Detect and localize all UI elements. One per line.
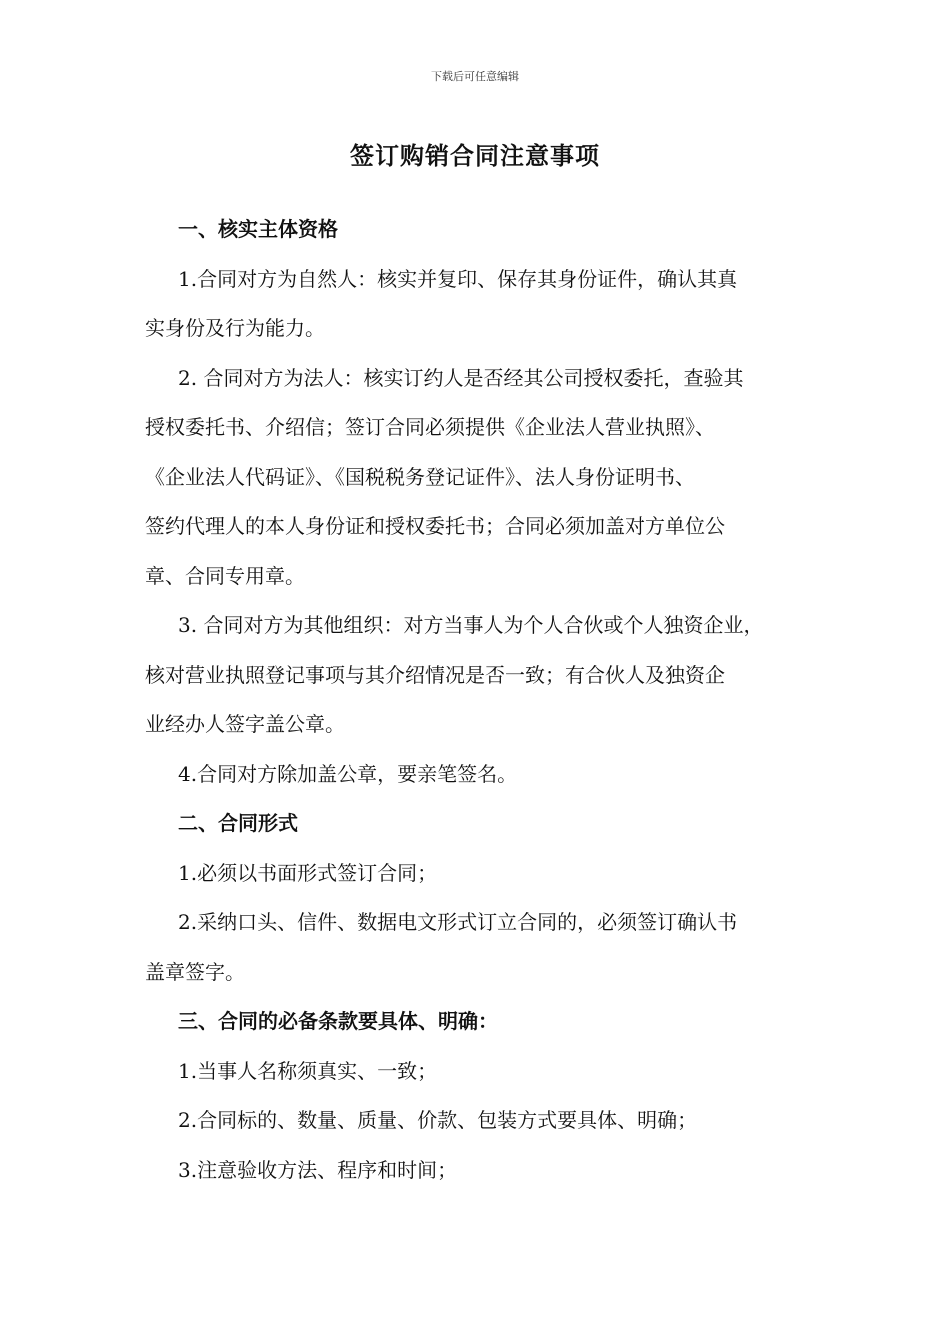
document-body: [145, 205, 810, 1195]
paragraph-line: 1.必须以书面形式签订合同；: [178, 860, 438, 885]
paragraph-line: 2.采纳口头、信件、数据电文形式订立合同的，必须签订确认书: [178, 910, 738, 934]
paragraph-line: 业经办人签字盖公章。: [145, 712, 345, 736]
paragraph-line: 签约代理人的本人身份证和授权委托书；合同必须加盖对方单位公: [145, 514, 725, 538]
paragraph-line: 盖章签字。: [145, 959, 245, 984]
paragraph-line: 1.当事人名称须真实、一致；: [178, 1058, 438, 1083]
paragraph-line: 实身份及行为能力。: [145, 316, 325, 340]
paragraph-line: 4.合同对方除加盖公章，要亲笔签名。: [178, 761, 518, 786]
document-title: 签订购销合同注意事项: [350, 142, 600, 170]
section-heading: 二、合同形式: [178, 811, 298, 835]
paragraph-line: 《企业法人代码证》、《国税税务登记证件》、法人身份证明书、: [145, 464, 695, 489]
paragraph-line: 核对营业执照登记事项与其介绍情况是否一致；有合伙人及独资企: [145, 662, 725, 687]
paragraph-line: 3.注意验收方法、程序和时间；: [178, 1157, 458, 1182]
paragraph-line: 授权委托书、介绍信；签订合同必须提供《企业法人营业执照》、: [145, 415, 715, 439]
paragraph-line: 2.合同标的、数量、质量、价款、包装方式要具体、明确；: [178, 1108, 698, 1132]
section-heading: 一、核实主体资格: [178, 217, 338, 241]
paragraph-line: 3. 合同对方为其他组织：对方当事人为个人合伙或个人独资企业，: [178, 613, 764, 637]
paragraph-line: 1.合同对方为自然人：核实并复印、保存其身份证件，确认其真: [178, 266, 738, 291]
paragraph-line: 2. 合同对方为法人：核实订约人是否经其公司授权委托，查验其: [178, 365, 744, 390]
section-heading: 三、合同的必备条款要具体、明确：: [178, 1009, 498, 1033]
paragraph-line: 章、合同专用章。: [145, 563, 305, 588]
header-note: 下载后可任意编辑: [431, 70, 519, 83]
